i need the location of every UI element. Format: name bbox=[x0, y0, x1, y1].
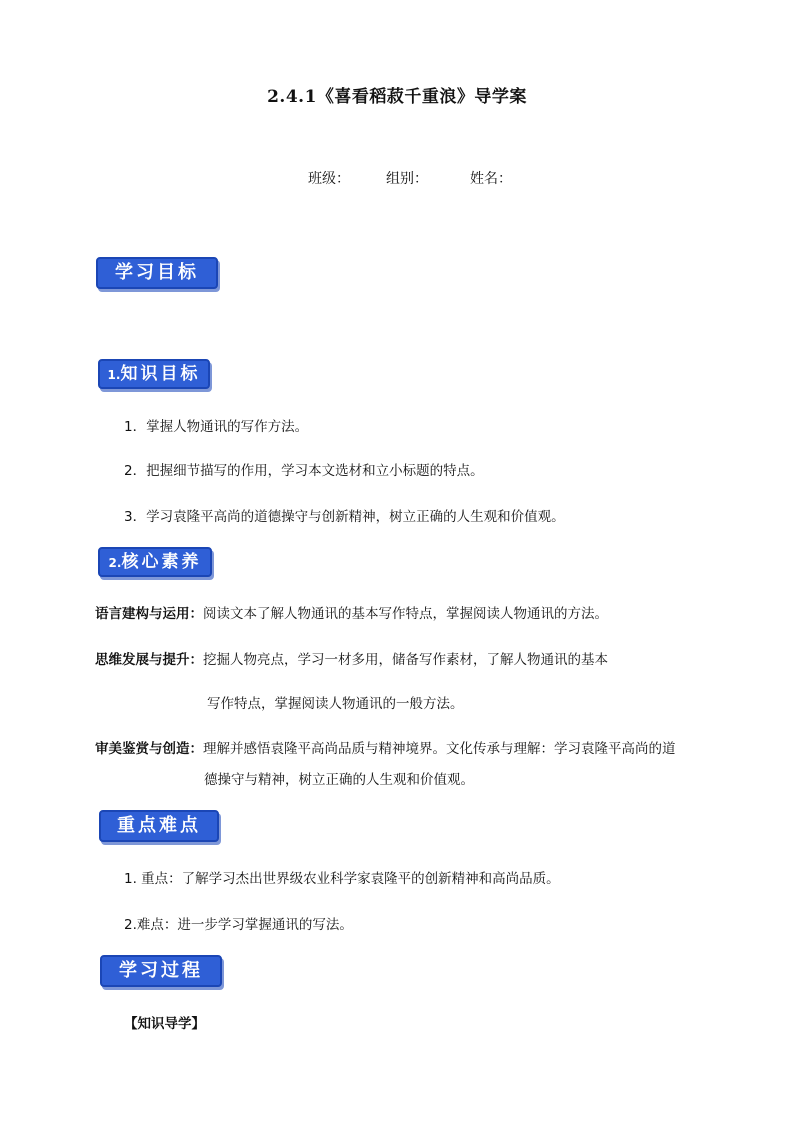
literacy-label-3: 审美鉴赏与创造： bbox=[95, 741, 203, 757]
process-label: 学习过程 bbox=[119, 960, 203, 981]
literacy-text-2-cont: 写作特点，掌握阅读人物通讯的一般方法。 bbox=[207, 696, 464, 712]
key-item-1: 1. 重点：了解学习杰出世界级农业科学家袁隆平的创新精神和高尚品质。 bbox=[124, 871, 560, 887]
learning-goals-label: 学习目标 bbox=[115, 262, 199, 283]
literacy-row-1 bbox=[95, 602, 608, 622]
key-points-label: 重点难点 bbox=[117, 815, 201, 836]
name-label: 姓名： bbox=[470, 171, 512, 187]
literacy-text-2: 挖掘人物亮点，学习一材多用，储备写作素材，了解人物通讯的基本 bbox=[203, 652, 608, 668]
literacy-row-2 bbox=[95, 648, 608, 668]
core-literacy-number: 2. bbox=[108, 556, 122, 570]
learning-goals-badge bbox=[96, 257, 218, 289]
core-literacy-badge bbox=[98, 547, 212, 577]
knowledge-goals-badge bbox=[98, 359, 210, 389]
group-label: 组别： bbox=[386, 171, 428, 187]
literacy-text-3-cont: 德操守与精神，树立正确的人生观和价值观。 bbox=[204, 772, 474, 788]
core-literacy-label: 核心素养 bbox=[121, 552, 202, 572]
process-badge bbox=[100, 955, 222, 987]
knowledge-item-1: 1．掌握人物通讯的写作方法。 bbox=[124, 419, 309, 435]
literacy-label-1: 语言建构与运用： bbox=[95, 606, 203, 622]
literacy-text-1: 阅读文本了解人物通讯的基本写作特点，掌握阅读人物通讯的方法。 bbox=[203, 606, 608, 622]
key-item-2: 2.难点：进一步学习掌握通讯的写法。 bbox=[124, 917, 353, 933]
key-points-badge bbox=[99, 810, 219, 842]
knowledge-guide-heading: 【知识导学】 bbox=[124, 1016, 205, 1032]
knowledge-item-3: 3．学习袁隆平高尚的道德操守与创新精神，树立正确的人生观和价值观。 bbox=[124, 509, 565, 525]
knowledge-item-2: 2．把握细节描写的作用，学习本文选材和立小标题的特点。 bbox=[124, 463, 484, 479]
knowledge-goals-number: 1. bbox=[107, 368, 121, 382]
class-label: 班级： bbox=[308, 171, 350, 187]
page-title: 2.4.1《喜看稻菽千重浪》导学案 bbox=[267, 87, 527, 107]
knowledge-goals-label: 知识目标 bbox=[120, 364, 201, 384]
literacy-label-2: 思维发展与提升： bbox=[95, 652, 203, 668]
literacy-row-3 bbox=[95, 737, 676, 757]
literacy-text-3: 理解并感悟袁隆平高尚品质与精神境界。文化传承与理解：学习袁隆平高尚的道 bbox=[203, 741, 676, 757]
